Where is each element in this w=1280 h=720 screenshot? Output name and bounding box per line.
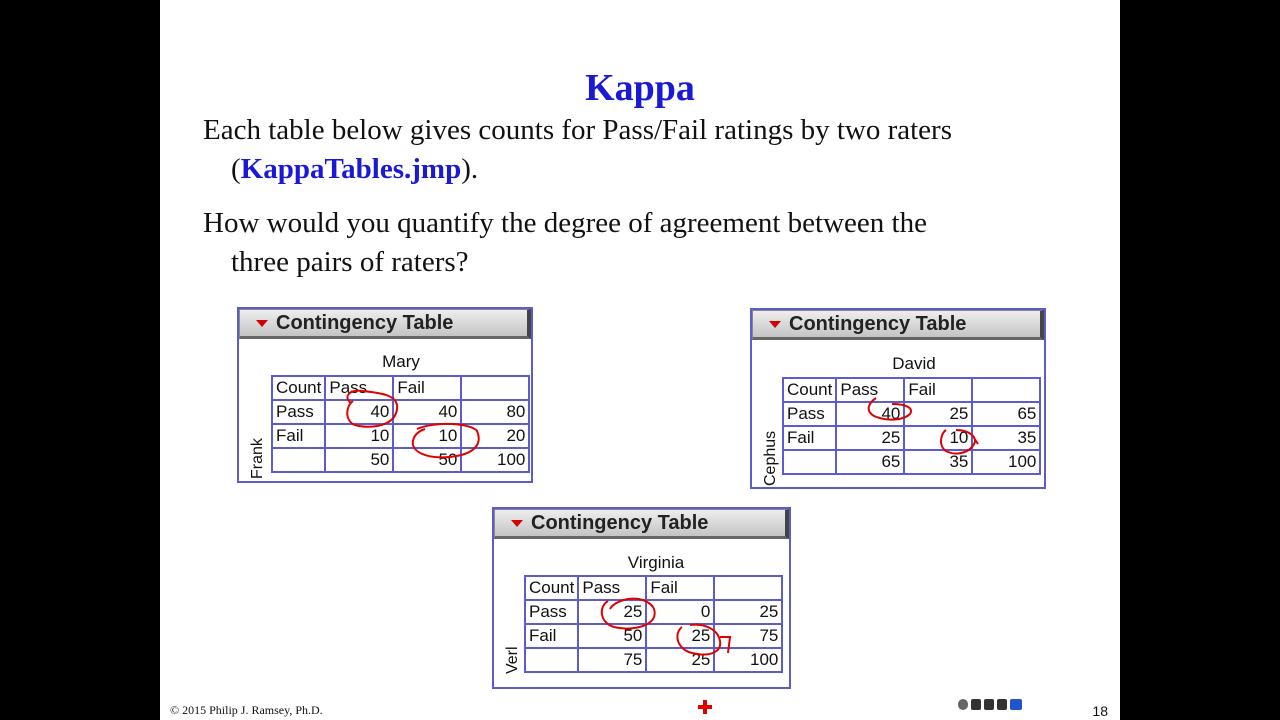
table-cell: 50 — [578, 624, 646, 648]
open-paren: ( — [231, 153, 241, 185]
table-cell: 75 — [714, 624, 782, 648]
table-cell: 25 — [714, 600, 782, 624]
count-table — [524, 575, 783, 673]
table-row — [783, 426, 1040, 450]
table-row — [272, 376, 529, 400]
table-cell: 35 — [972, 426, 1040, 450]
column-rater: Mary — [382, 352, 420, 371]
col-label: Fail — [646, 576, 714, 600]
disclosure-triangle-icon[interactable] — [256, 320, 268, 327]
row-rater: Cephus — [762, 430, 779, 486]
table-cell: 25 — [646, 648, 714, 672]
playback-controls[interactable] — [958, 699, 1022, 710]
row-label — [525, 648, 578, 672]
table-header-label: Contingency Table — [531, 511, 709, 534]
col-label — [714, 576, 782, 600]
table-header[interactable] — [752, 310, 1044, 340]
info-icon[interactable] — [1010, 699, 1022, 710]
table-cell: 25 — [646, 624, 714, 648]
intro-line-1: Each table below gives counts for Pass/Fail ratings by two raters — [203, 114, 953, 146]
intro-paragraph — [203, 111, 952, 189]
table-row — [525, 648, 782, 672]
row-label: Fail — [783, 426, 836, 450]
slider-icon[interactable] — [997, 699, 1007, 710]
page-number: 18 — [1092, 703, 1108, 719]
kappa-tables-link[interactable]: KappaTables.jmp — [240, 153, 462, 185]
col-label: Fail — [904, 378, 972, 402]
slide-title: Kappa — [585, 67, 695, 109]
col-label: Pass — [836, 378, 904, 402]
row-label: Pass — [783, 402, 836, 426]
table-row — [783, 378, 1040, 402]
corner-cell: Count — [525, 576, 578, 600]
table-row — [272, 424, 529, 448]
column-rater: Virginia — [627, 553, 685, 572]
stop-icon[interactable] — [984, 699, 994, 710]
table-header-label: Contingency Table — [789, 312, 967, 335]
col-label: Pass — [325, 376, 393, 400]
table-row — [272, 400, 529, 424]
question-line-1: How would you quantify the degree of agreement between the — [203, 207, 927, 239]
contingency-table-mary-frank — [237, 307, 533, 483]
column-rater: David — [892, 354, 936, 373]
row-rater: Verl — [504, 646, 521, 674]
table-cell: 40 — [836, 402, 904, 426]
table-cell: 80 — [461, 400, 529, 424]
record-icon[interactable] — [958, 699, 968, 710]
col-label — [461, 376, 529, 400]
col-label: Fail — [393, 376, 461, 400]
col-label: Pass — [578, 576, 646, 600]
table-cell: 20 — [461, 424, 529, 448]
row-rater: Frank — [249, 438, 266, 479]
table-cell: 100 — [714, 648, 782, 672]
table-cell: 40 — [325, 400, 393, 424]
table-cell: 25 — [904, 402, 972, 426]
table-row — [783, 450, 1040, 474]
table-cell: 65 — [972, 402, 1040, 426]
slide — [160, 0, 1120, 720]
table-row — [783, 402, 1040, 426]
table-cell: 10 — [904, 426, 972, 450]
table-cell: 10 — [393, 424, 461, 448]
table-cell: 40 — [393, 400, 461, 424]
close-paren: ). — [461, 153, 479, 185]
row-label — [272, 448, 325, 472]
count-table — [782, 377, 1041, 475]
table-cell: 50 — [393, 448, 461, 472]
table-cell: 0 — [646, 600, 714, 624]
table-cell: 35 — [904, 450, 972, 474]
disclosure-triangle-icon[interactable] — [769, 321, 781, 328]
table-cell: 65 — [836, 450, 904, 474]
table-row — [272, 448, 529, 472]
corner-cell: Count — [272, 376, 325, 400]
row-label: Fail — [525, 624, 578, 648]
question-line-2: three pairs of raters? — [231, 246, 469, 278]
count-table — [271, 375, 530, 473]
table-cell: 25 — [836, 426, 904, 450]
table-cell: 100 — [461, 448, 529, 472]
table-row — [525, 600, 782, 624]
col-label — [972, 378, 1040, 402]
row-label — [783, 450, 836, 474]
table-header[interactable] — [494, 509, 789, 539]
row-label: Pass — [525, 600, 578, 624]
contingency-table-virginia-verl — [492, 507, 791, 689]
table-row — [525, 624, 782, 648]
disclosure-triangle-icon[interactable] — [511, 520, 523, 527]
row-label: Fail — [272, 424, 325, 448]
table-header-label: Contingency Table — [276, 311, 454, 334]
table-row — [525, 576, 782, 600]
table-cell: 100 — [972, 450, 1040, 474]
corner-cell: Count — [783, 378, 836, 402]
question-paragraph — [203, 204, 927, 282]
table-header[interactable] — [239, 309, 531, 339]
table-cell: 10 — [325, 424, 393, 448]
pause-icon[interactable] — [971, 699, 981, 710]
table-cell: 25 — [578, 600, 646, 624]
red-cross-icon — [698, 700, 712, 714]
row-label: Pass — [272, 400, 325, 424]
contingency-table-david-cephus — [750, 308, 1046, 489]
intro-line-2 — [203, 150, 952, 189]
table-cell: 50 — [325, 448, 393, 472]
copyright-footer: © 2015 Philip J. Ramsey, Ph.D. — [170, 703, 323, 717]
table-cell: 75 — [578, 648, 646, 672]
